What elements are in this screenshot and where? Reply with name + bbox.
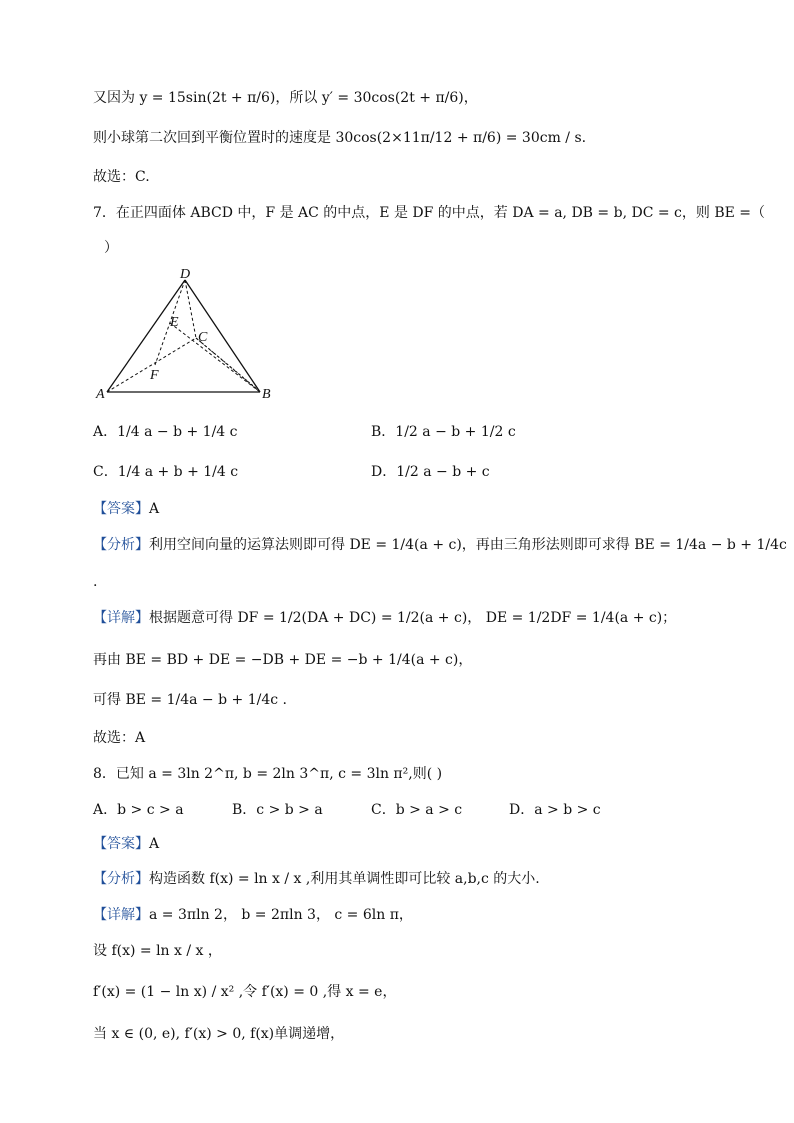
option-label: C． (371, 802, 396, 818)
option-text: c > b > a (256, 802, 323, 818)
q8-detail-line-2: 设 f(x) = ln x / x ， (93, 943, 222, 959)
option-text: 1/2 a − b + c (396, 464, 490, 480)
analysis-text: 构造函数 f(x) = ln x / x ,利用其单调性即可比较 a,b,c 的大小. (149, 871, 540, 887)
analysis-tag: 【分析】 (93, 537, 149, 553)
tetrahedron-figure (93, 268, 283, 408)
option-label: A． (93, 802, 118, 818)
question-8-stem: 8．已知 a = 3ln 2^π, b = 2ln 3^π, c = 3ln π²,则( ) (93, 766, 443, 782)
q8-option-b (232, 800, 323, 820)
option-text: 1/4 a − b + 1/4 c (117, 424, 238, 440)
label-C: C (198, 330, 208, 345)
option-label: A． (93, 424, 118, 440)
q7-option-b (371, 422, 516, 442)
edge-AC (107, 338, 196, 392)
edge-DA (107, 280, 185, 392)
q7-answer (93, 499, 159, 519)
option-label: C． (93, 464, 118, 480)
label-B: B (262, 387, 271, 402)
q7-detail-line-3: 可得 BE = 1/4a − b + 1/4c . (93, 692, 287, 708)
detail-tag: 【详解】 (93, 907, 149, 923)
option-text: b > a > c (395, 802, 463, 818)
q7-detail-line-2: 再由 BE = BD + DE = −DB + DE = −b + 1/4(a + c)， (93, 652, 473, 668)
label-D: D (180, 268, 191, 282)
analysis-tag: 【分析】 (93, 871, 149, 887)
option-label: D． (371, 464, 397, 480)
answer-tag: 【答案】 (93, 501, 149, 517)
q7-analysis-end: . (93, 574, 98, 590)
label-A: A (96, 387, 105, 402)
q7-option-a (93, 422, 238, 442)
q7-option-d (371, 462, 490, 482)
detail-tag: 【详解】 (93, 610, 149, 626)
text-line: 则小球第二次回到平衡位置时的速度是 30cos(2×11π/12 + π/6) = 30cm / s. (93, 130, 587, 146)
q7-detail (93, 608, 676, 628)
option-text: b > c > a (117, 802, 184, 818)
question-7-stem: 7．在正四面体 ABCD 中，F 是 AC 的中点，E 是 DF 的中点，若 DA = a, DB = b, DC = c，则 BE =（ (93, 205, 766, 221)
q8-detail-line-4: 当 x ∈ (0, e), f′(x) > 0, f(x)单调递增， (93, 1026, 345, 1042)
text-line: 故选：C. (93, 169, 150, 185)
question-7-stem-end: ） (104, 240, 118, 256)
q7-analysis (93, 535, 787, 555)
label-E: E (170, 315, 179, 330)
option-text: 1/4 a + b + 1/4 c (117, 464, 239, 480)
option-label: B． (371, 424, 396, 440)
segment-EB (170, 323, 260, 392)
option-text: a > b > c (534, 802, 601, 818)
q8-option-a (93, 800, 184, 820)
q8-answer (93, 834, 159, 854)
detail-text: a = 3πln 2， b = 2πln 3， c = 6ln π， (149, 907, 413, 923)
answer-value: A (149, 501, 160, 517)
q7-option-c (93, 462, 238, 482)
q8-option-c (371, 800, 462, 820)
label-F: F (150, 368, 159, 383)
edge-DB (185, 280, 260, 392)
text-line: 又因为 y = 15sin(2t + π/6)，所以 y′ = 30cos(2t + π/6)， (93, 90, 478, 106)
analysis-text: 利用空间向量的运算法则即可得 DE = 1/4(a + c)，再由三角形法则即可求得 BE = 1/4a − b + 1/4c (149, 537, 787, 553)
option-label: B． (232, 802, 257, 818)
q8-detail (93, 905, 413, 925)
q8-option-d (509, 800, 601, 820)
answer-value: A (149, 836, 160, 852)
option-label: D． (509, 802, 535, 818)
option-text: 1/2 a − b + 1/2 c (395, 424, 516, 440)
q8-analysis (93, 869, 540, 889)
q8-detail-line-3: f′(x) = (1 − ln x) / x² ,令 f′(x) = 0 ,得 x = e， (93, 984, 397, 1000)
detail-text: 根据题意可得 DF = 1/2(DA + DC) = 1/2(a + c)， DE = 1/2DF = 1/4(a + c)； (149, 610, 677, 626)
answer-tag: 【答案】 (93, 836, 149, 852)
q7-choose: 故选：A (93, 730, 146, 746)
